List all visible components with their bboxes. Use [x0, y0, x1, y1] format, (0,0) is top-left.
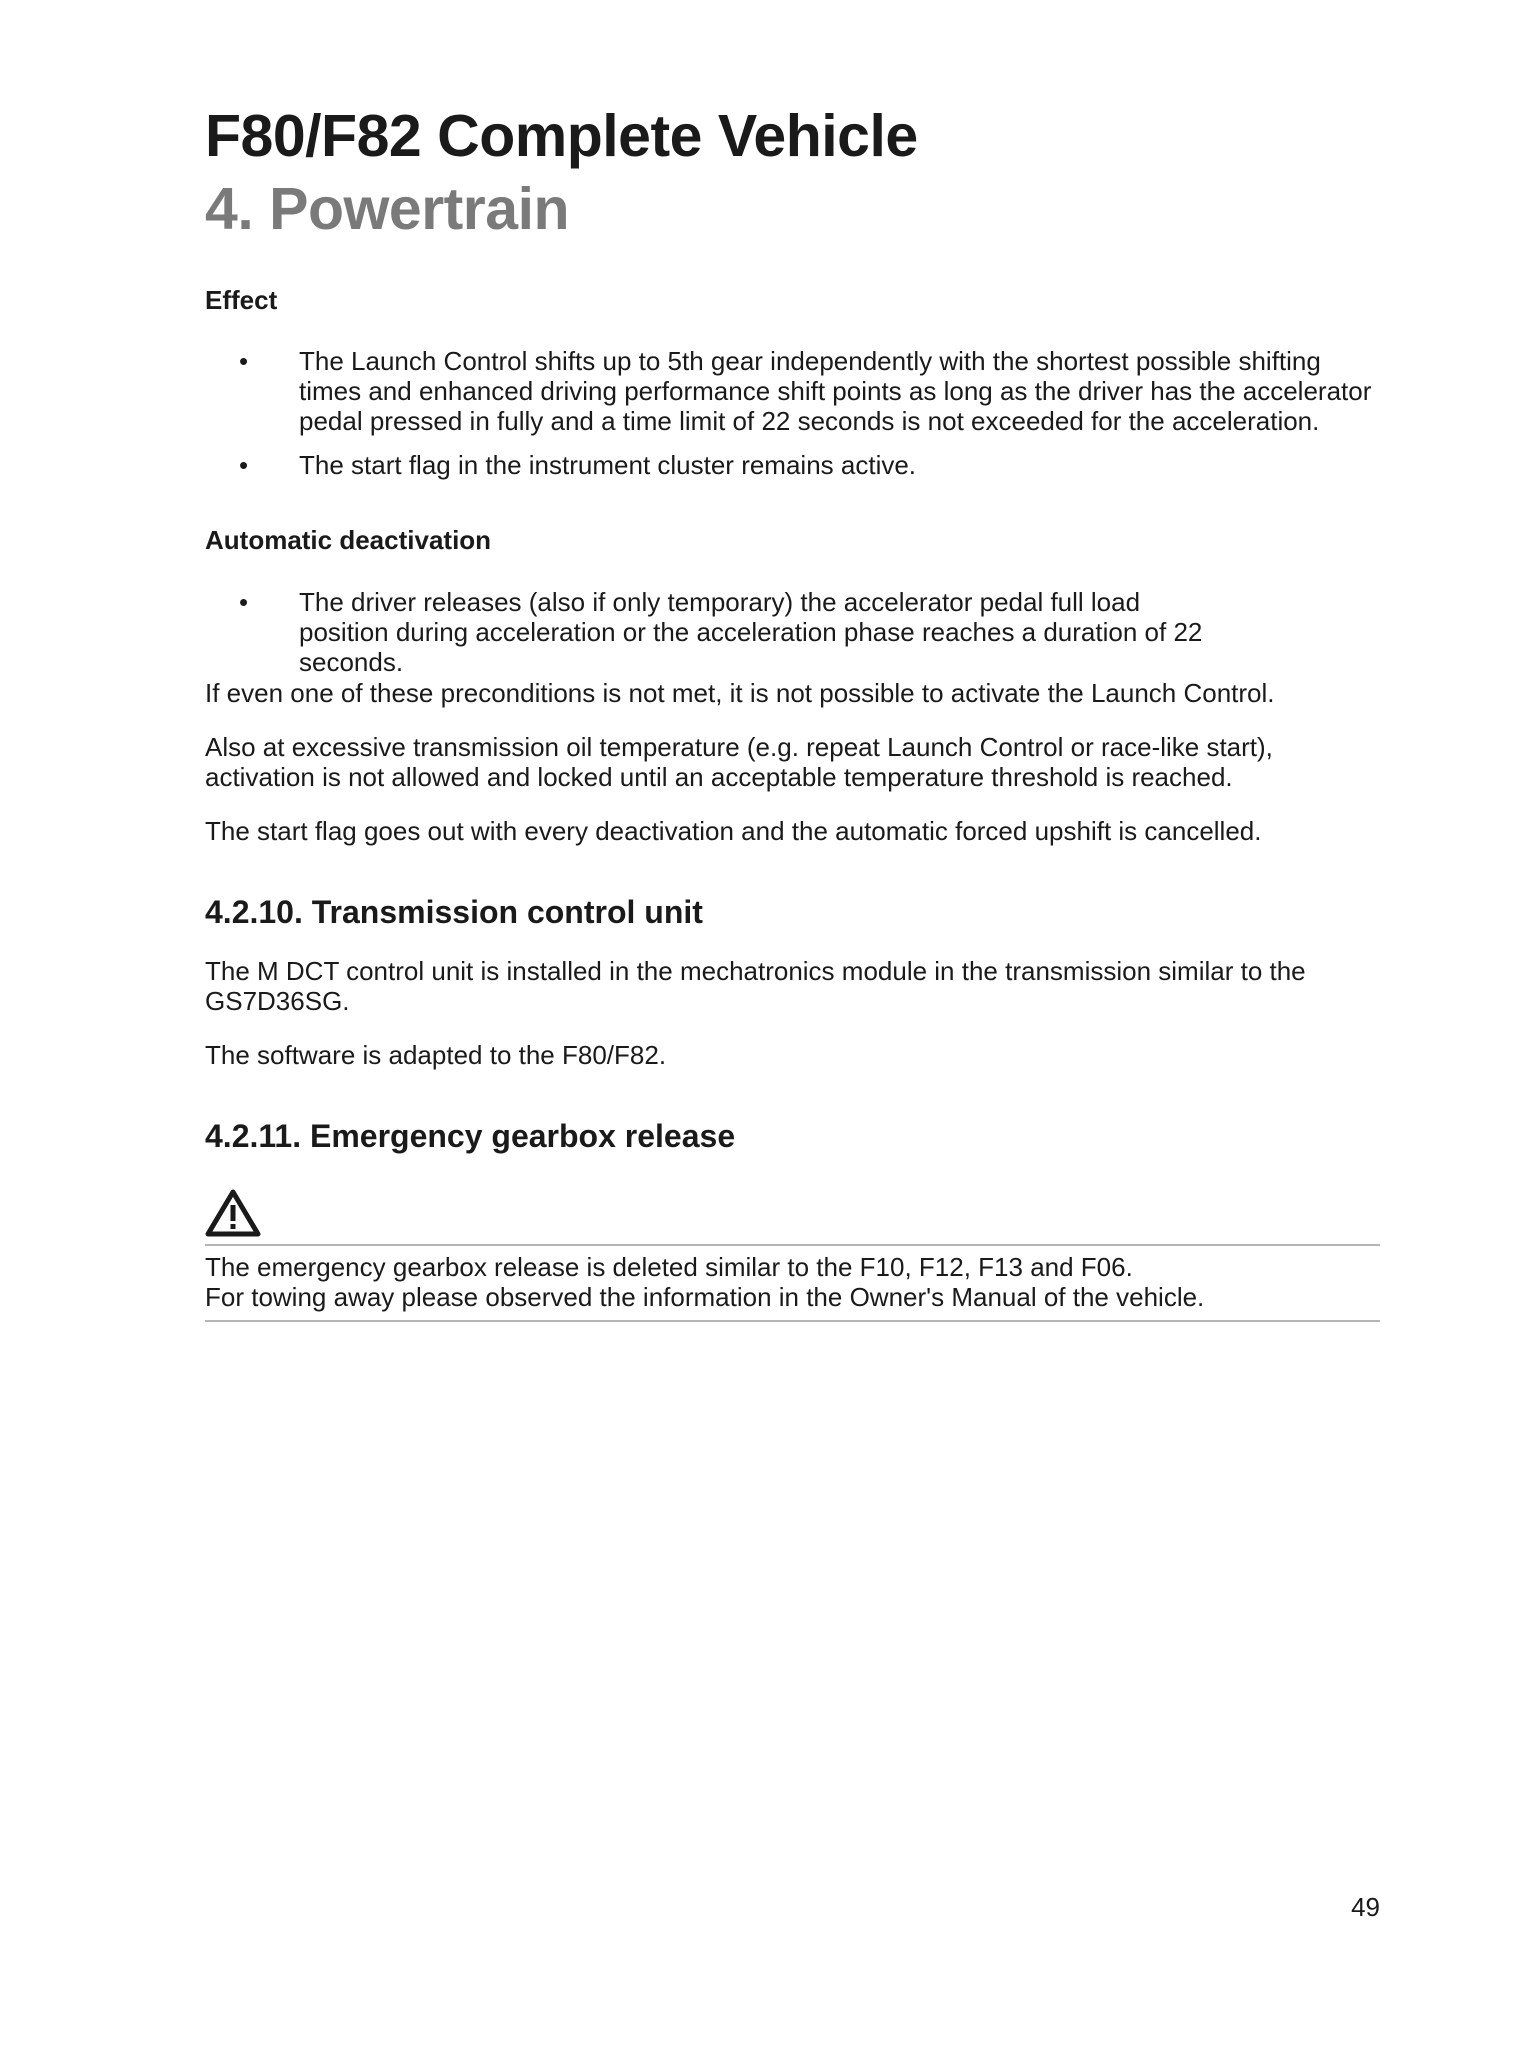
notice-text: For towing away please observed the information in the Owner's Manual of the vehicle. — [205, 1282, 1205, 1312]
list-item — [205, 346, 1380, 436]
paragraph: The software is adapted to the F80/F82. — [205, 1040, 667, 1070]
bullet-icon: • — [239, 587, 249, 617]
list-item — [205, 587, 1380, 677]
bullet-icon: • — [239, 346, 249, 376]
document-page — [205, 0, 1380, 2048]
list-item-text: The start flag in the instrument cluster remains active. — [299, 450, 917, 480]
warning-triangle-icon — [205, 1188, 261, 1238]
notice-text: The emergency gearbox release is deleted similar to the F10, F12, F13 and F06. — [205, 1252, 1133, 1282]
effect-list — [205, 346, 1380, 494]
document-title: F80/F82 Complete Vehicle — [205, 103, 918, 169]
paragraph: The start flag goes out with every deactivation and the automatic forced upshift is cancelled. — [205, 816, 1262, 846]
paragraph: If even one of these preconditions is not met, it is not possible to activate the Launch Control. — [205, 678, 1275, 708]
page-number: 49 — [1351, 1892, 1380, 1922]
chapter-title: 4. Powertrain — [205, 176, 570, 242]
section-heading-transmission-control-unit: 4.2.10. Transmission control unit — [205, 894, 703, 930]
section-heading-emergency-gearbox-release: 4.2.11. Emergency gearbox release — [205, 1118, 736, 1154]
warning-notice — [205, 1244, 1380, 1322]
deactivation-list — [205, 587, 1380, 691]
list-item-text: The driver releases (also if only temporary) the accelerator pedal full load position during acceleration or the acceleration phase reaches a duration of 22 seconds. — [299, 587, 1203, 677]
paragraph: The M DCT control unit is installed in the mechatronics module in the transmission similar to the GS7D36SG. — [205, 956, 1306, 1016]
list-item-text: The Launch Control shifts up to 5th gear independently with the shortest possible shifting times and enhanced driving performance shift points as long as the driver has the accelerator pedal pressed in fully and a time limit of 22 seconds is not exceeded for the acceleration. — [299, 346, 1372, 436]
bullet-icon: • — [239, 450, 249, 480]
list-item — [205, 450, 1380, 480]
paragraph: Also at excessive transmission oil temperature (e.g. repeat Launch Control or race-like start), activation is not allowed and locked until an acceptable temperature threshold is reached. — [205, 732, 1273, 792]
automatic-deactivation-heading: Automatic deactivation — [205, 525, 492, 555]
effect-heading: Effect — [205, 285, 278, 315]
